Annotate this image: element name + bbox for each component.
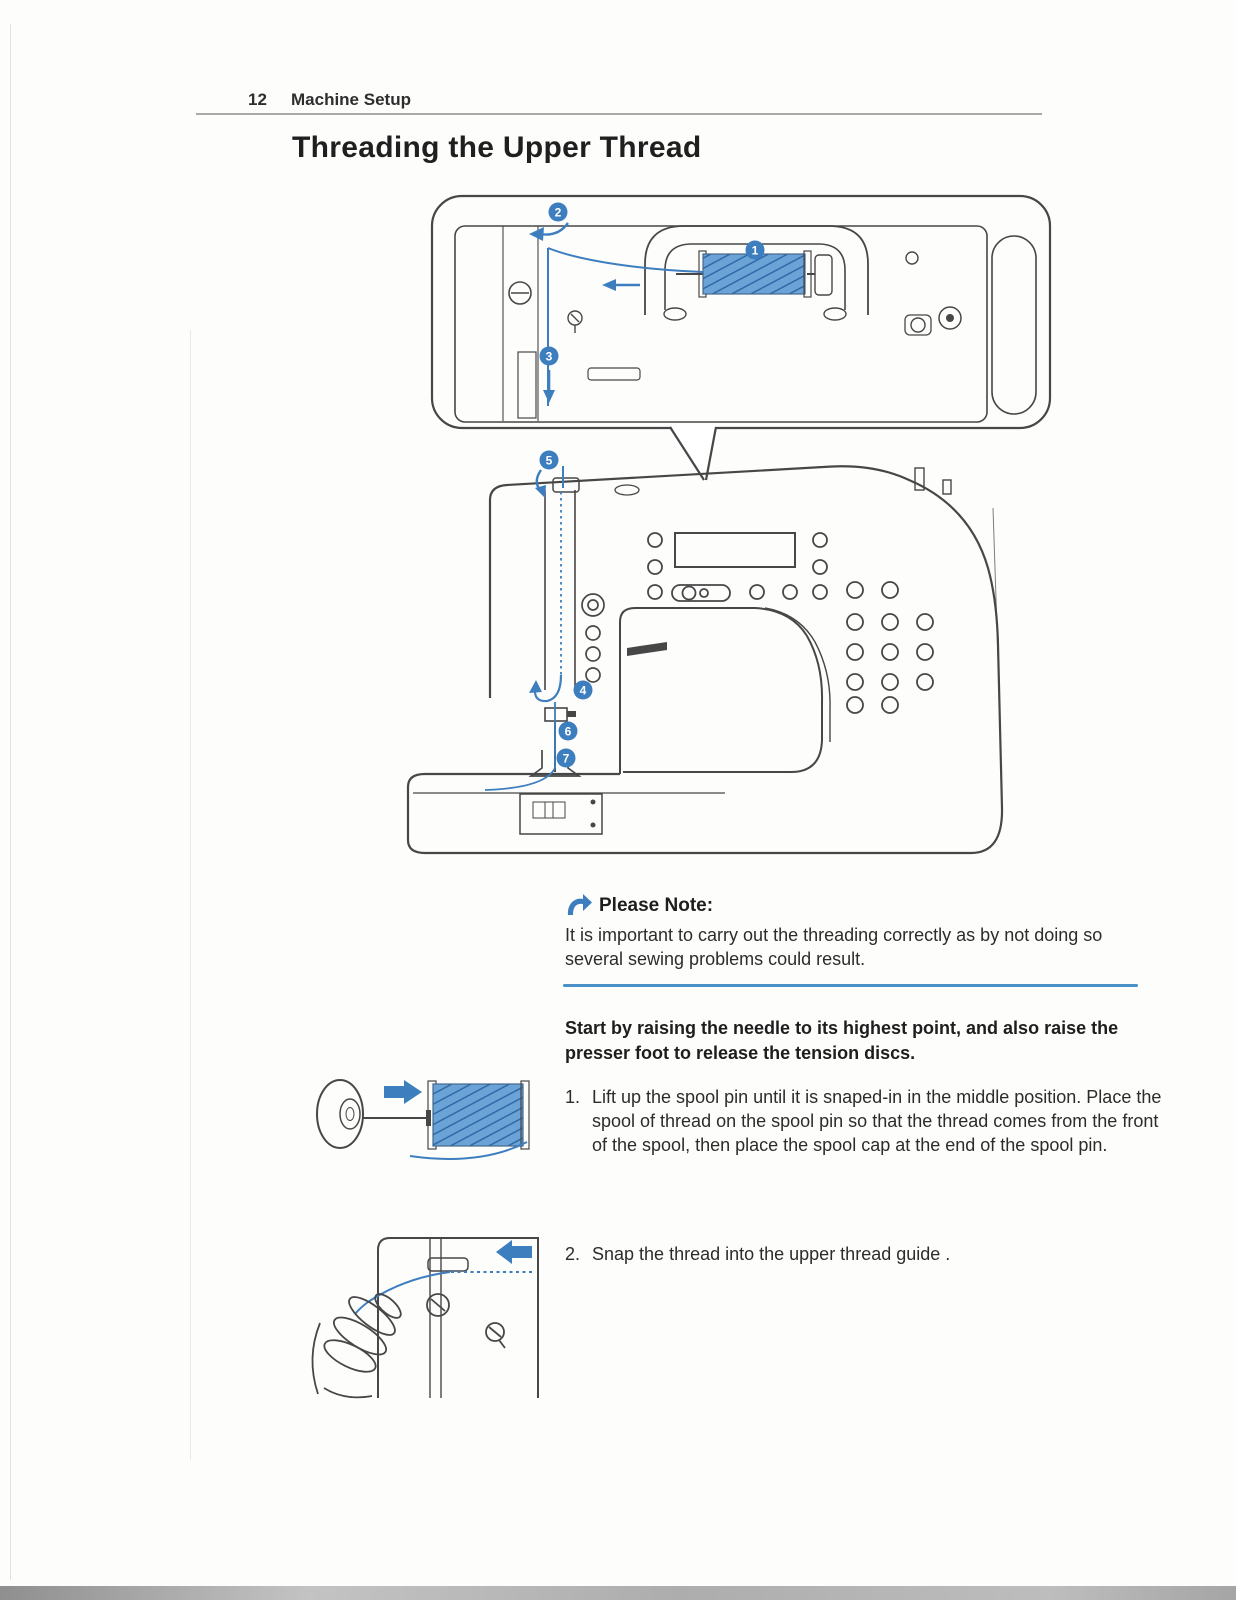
needle-plate (520, 794, 602, 834)
note-divider (563, 984, 1138, 987)
spool-pin (362, 1110, 431, 1126)
faceplate-slot (518, 352, 536, 418)
front-view-diagram (395, 450, 1025, 880)
hand (312, 1290, 404, 1397)
step2-illustration (300, 1228, 550, 1403)
thread-spool (410, 1081, 529, 1159)
step1-illustration (300, 1062, 550, 1182)
lcd-display (675, 533, 795, 567)
arrow-left2-icon (496, 1240, 532, 1264)
slider-control (672, 585, 730, 601)
machine-face-corner (378, 1238, 538, 1398)
upper-thread-guide (428, 1258, 468, 1271)
arrow-curve-icon (529, 227, 544, 241)
arrow-up-icon (529, 680, 542, 693)
step-marker-1 (746, 241, 765, 260)
slot-opening (588, 368, 640, 380)
step-marker-3 (540, 347, 559, 366)
top-view-diagram (408, 190, 1058, 490)
page-title: Threading the Upper Thread (292, 131, 702, 164)
thread-into-guide (355, 1272, 532, 1314)
step-marker-4 (574, 681, 593, 700)
throat-opening (620, 608, 822, 774)
svg-text:6: 6 (564, 724, 572, 739)
spool-cap (317, 1080, 363, 1148)
step-1-text: Lift up the spool pin until it is snaped-in in the middle position. Place the spool of thread on the spool pin so that the thread comes from the front of the spool, then place the spool cap at the end of the spool pin. (592, 1087, 1162, 1155)
step-1 (565, 1086, 1165, 1158)
note-label: Please Note: (599, 895, 714, 916)
note-text: It is important to carry out the threading correctly as by not doing so several sewing problems could result. (565, 925, 1103, 970)
note-arrow-icon (565, 894, 593, 918)
step-2-text: Snap the thread into the upper thread guide . (592, 1244, 951, 1264)
arrow-right-icon (384, 1080, 422, 1104)
spool-pin-front-2 (943, 480, 951, 494)
scan-bottom-strip (0, 1586, 1236, 1600)
svg-text:3: 3 (545, 349, 553, 364)
arrow-left-icon (602, 279, 616, 291)
thread-path-front (485, 466, 563, 790)
intro-instruction: Start by raising the needle to its highest point, and also raise the presser foot to release the tension discs. (565, 1018, 1119, 1063)
page-edge-line (10, 24, 11, 1580)
step-marker-2 (549, 203, 568, 222)
arrow-curve2-icon (535, 485, 546, 498)
page-number: 12 (248, 90, 267, 109)
header-rule (196, 113, 1042, 115)
step-marker-5 (540, 451, 559, 470)
callout-bubble (432, 196, 1050, 428)
section-title: Machine Setup (291, 90, 411, 109)
bed-outline (408, 774, 727, 853)
step-2-number: 2. (565, 1244, 581, 1264)
thread-path-top (529, 223, 703, 406)
top-detail (615, 485, 639, 495)
control-panel (648, 533, 933, 713)
arrow-down-icon (543, 390, 555, 403)
step-2 (565, 1243, 1165, 1267)
thread-channel (545, 478, 579, 690)
svg-text:7: 7 (562, 751, 570, 766)
step-1-number: 1. (565, 1087, 581, 1107)
hole-detail (906, 252, 918, 264)
lever (627, 642, 667, 656)
scan-fold-line (190, 330, 191, 1460)
svg-text:2: 2 (554, 205, 562, 220)
svg-text:5: 5 (545, 453, 553, 468)
handwheel (992, 236, 1036, 414)
svg-text:4: 4 (579, 683, 587, 698)
step-marker-6 (559, 722, 578, 741)
svg-text:1: 1 (751, 243, 759, 258)
step-marker-7 (557, 749, 576, 768)
